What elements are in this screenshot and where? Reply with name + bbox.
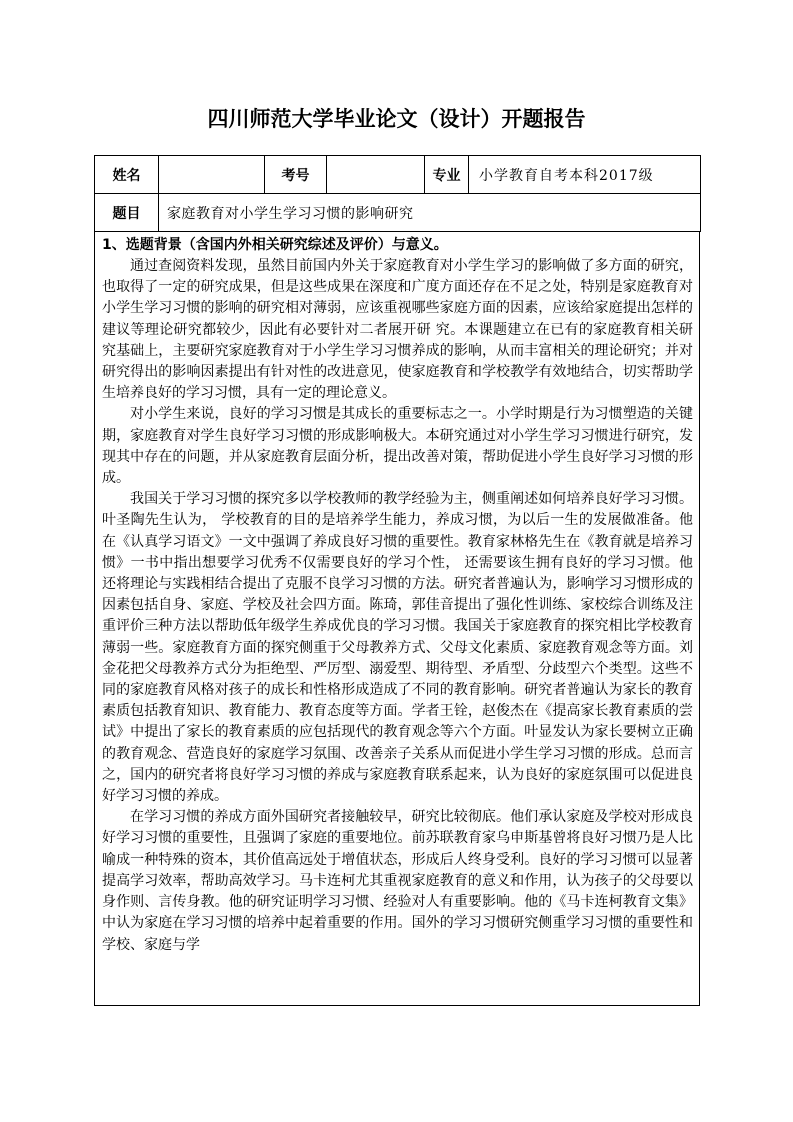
content-box	[94, 231, 700, 1006]
info-row-basic	[95, 156, 701, 194]
topic-value: 家庭教育对小学生学习习惯的影响研究	[159, 194, 701, 232]
section-heading: 1、选题背景（含国内外相关研究综述及评价）与意义。	[102, 237, 448, 253]
name-value	[159, 156, 265, 194]
exam-id-value	[327, 156, 425, 194]
topic-label: 题目	[95, 194, 159, 232]
paragraph: 对小学生来说，良好的学习习惯是其成长的重要标志之一。小学时期是行为习惯塑造的关键期，家庭教育对学生良好学习习惯的形成影响极大。本研究通过对小学生学习习惯进行研究，发现其中存在的问题，并从家庭教育层面分析，提出改善对策，帮助促进小学生良好学习习惯的形成。	[102, 406, 693, 487]
major-label: 专业	[425, 156, 469, 194]
exam-id-label: 考号	[265, 156, 327, 194]
info-row-topic	[95, 194, 701, 232]
paragraph: 我国关于学习习惯的探究多以学校教师的教学经验为主，侧重阐述如何培养良好学习习惯。叶圣陶先生认为， 学校教育的目的是培养学生能力，养成习惯，为以后一生的发展做准备。他在《认真学习语文》一文中强调了养成良好习惯的重要性。教育家林格先生在《教育就是培养习惯》一书中指出想要学习优秀不仅需要良好的学习个性， 还需要该生拥有良好的学习习惯。他还将理论与实践相结合提出了克服不良学习习惯的方法。研究者普遍认为，影响学习习惯形成的因素包括自身、家庭、学校及社会四方面。陈琦，郭佳音提出了强化性训练、家校综合训练及注重评价三种方法以帮助低年级学生养成优良的学习习惯。我国关于家庭教育的探究相比学校教育薄弱一些。家庭教育方面的探究侧重于父母教养方式、父母文化素质、家庭教育观念等方面。刘金花把父母教养方式分为拒绝型、严厉型、溺爱型、期待型、矛盾型、分歧型六个类型。这些不同的家庭教育风格对孩子的成长和性格形成造成了不同的教育影响。研究者普遍认为家长的教育素质包括教育知识、教育能力、教育态度等方面。学者王铨，赵俊杰在《提高家长教育素质的尝试》中提出了家长的教育素质的应包括现代的教育观念等六个方面。叶显发认为家长要树立正确的教育观念、营造良好的家庭学习氛围、改善亲子关系从而促进小学生学习习惯的形成。总而言之，国内的研究者将良好学习习惯的养成与家庭教育联系起来，认为良好的家庭氛围可以促进良好学习习惯的养成。	[102, 491, 693, 805]
paragraph: 在学习习惯的养成方面外国研究者接触较早，研究比较彻底。他们承认家庭及学校对形成良好学习习惯的重要性，且强调了家庭的重要地位。前苏联教育家乌申斯基曾将良好习惯乃是人比喻成一种特殊的资本，其价值高远处于增值状态，形成后人终身受利。良好的学习习惯可以显著提高学习效率，帮助高效学习。马卡连柯尤其重视家庭教育的意义和作用，认为孩子的父母要以身作则、言传身教。他的研究证明学习习惯、经验对人有重要影响。他的《马卡连柯教育文集》中认为家庭在学习习惯的培养中起着重要的作用。国外的学习习惯研究侧重学习习惯的重要性和学校、家庭与学	[102, 809, 693, 953]
name-label: 姓名	[95, 156, 159, 194]
document-title: 四川师范大学毕业论文（设计）开题报告	[207, 107, 586, 131]
major-value: 小学教育自考本科2017级	[469, 156, 701, 194]
info-table	[94, 155, 701, 232]
paragraph: 通过查阅资料发现，虽然目前国内外关于家庭教育对小学生学习的影响做了多方面的研究，也取得了一定的研究成果，但是这些成果在深度和广度方面还存在不足之处，特别是家庭教育对小学生学习习惯的影响的研究相对薄弱，应该重视哪些家庭方面的因素，应该给家庭提出怎样的建议等理论研究都较少，因此有必要针对二者展开研 究。本课题建立在已有的家庭教育相关研究基础上，主要研究家庭教育对于小学生学习习惯养成的影响，从而丰富相关的理论研究；并对研究得出的影响因素提出有针对性的改进意见，使家庭教育和学校教学有效地结合，切实帮助学生培养良好的学习习惯，具有一定的理论意义。	[102, 258, 693, 402]
